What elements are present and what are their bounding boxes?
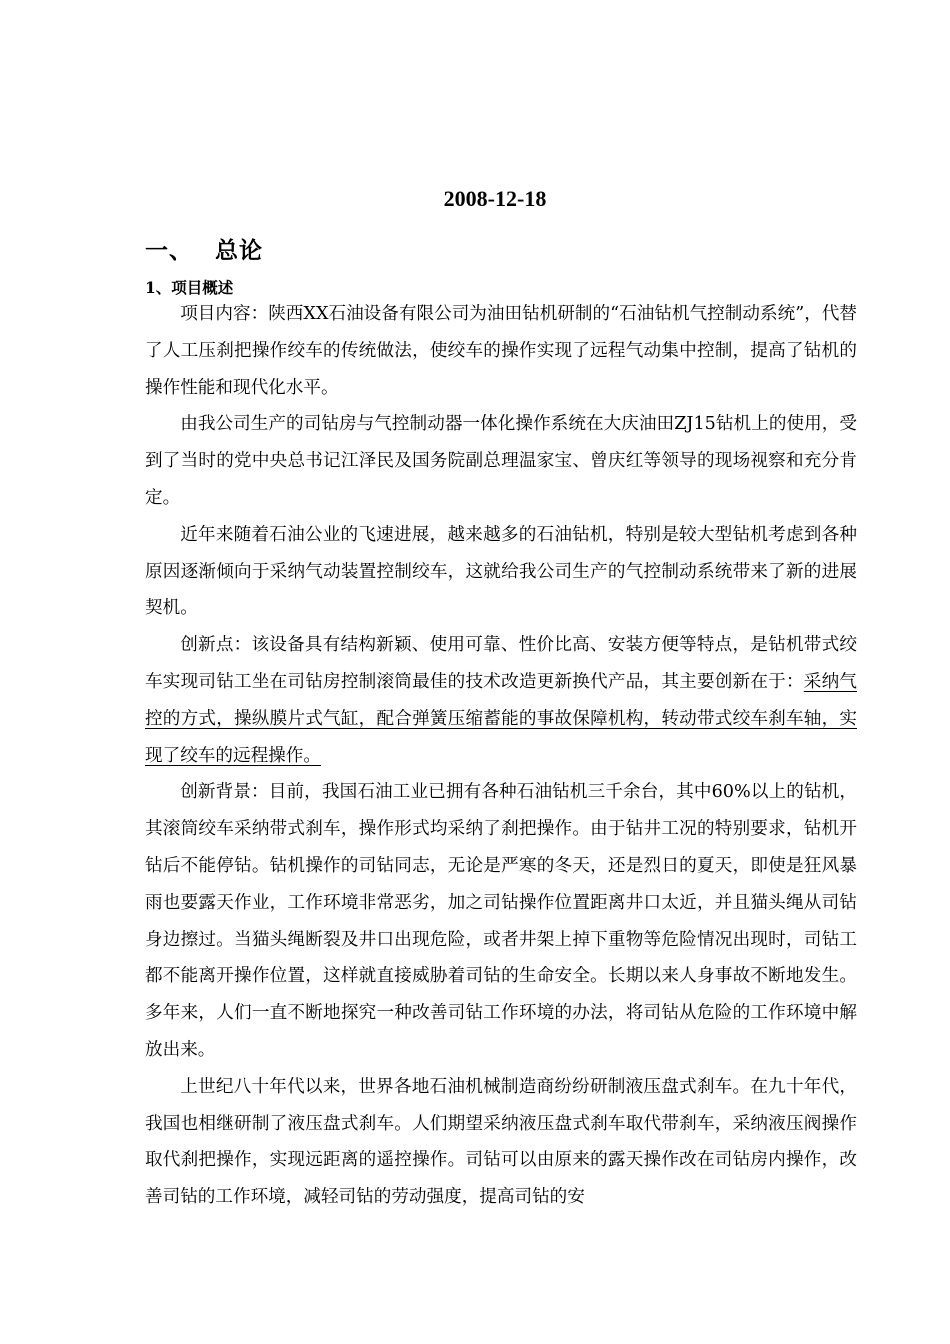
section-number: 一、 — [145, 237, 193, 264]
paragraph-background: 创新背景：目前，我国石油工业已拥有各种石油钻机三千余台，其中60%以上的钻机，其滚筒绞车采纳带式刹车，操作形式均采纳了刹把操作。由于钻井工况的特别要求，钻机开钻后不能停钻。钻机操作的司钻同志，无论是严寒的冬天，还是烈日的夏天，即使是狂风暴雨也要露天作业，工作环境非常恶劣，加之司钻操作位置距离井口太近，并且猫头绳从司钻身边擦过。当猫头绳断裂及井口出现危险，或者井架上掉下重物等危险情况出现时，司钻工都不能离开操作位置，这样就直接威胁着司钻的生命安全。长期以来人身事故不断地发生。多年来，人们一直不断地探究一种改善司钻工作环境的办法，将司钻从危险的工作环境中解放出来。 — [145, 782, 857, 1060]
section-heading — [145, 232, 263, 265]
section-title: 总论 — [215, 237, 263, 264]
paragraph-usage: 由我公司生产的司钻房与气控制动器一体化操作系统在大庆油田ZJ15钻机上的使用，受到了当时的党中央总书记江泽民及国务院副总理温家宝、曾庆红等领导的现场视察和充分肯定。 — [145, 414, 857, 508]
innovation-underlined: 采纳气控的方式，操纵膜片式气缸，配合弹簧压缩蓄能的事故保障机构，转动带式绞车刹车轴，实现了绞车的远程操作。 — [145, 671, 857, 766]
paragraph-project-content: 项目内容：陕西XX石油设备有限公司为油田钻机研制的“石油钻机气控制动系统”，代替了人工压刹把操作绞车的传统做法，使绞车的操作实现了远程气动集中控制，提高了钻机的操作性能和现代化水平。 — [145, 304, 857, 398]
innovation-intro: 创新点：该设备具有结构新颖、使用可靠、性价比高、安装方便等特点，是钻机带式绞车实现司钻工坐在司钻房控制滚筒最佳的技术改造更新换代产品，其主要创新在于： — [145, 635, 857, 692]
body-text — [145, 296, 857, 1216]
paragraph-innovation — [145, 627, 857, 774]
paragraph-history: 上世纪八十年代以来，世界各地石油机械制造商纷纷研制液压盘式刹车。在九十年代，我国也相继研制了液压盘式刹车。人们期望采纳液压盘式刹车取代带刹车，采纳液压阀操作取代刹把操作，实现远距离的遥控操作。司钻可以由原来的露天操作改在司钻房内操作，改善司钻的工作环境，减轻司钻的劳动强度，提高司钻的安 — [145, 1076, 857, 1208]
subsection-heading: 1、项目概述 — [145, 278, 234, 297]
document-date: 2008-12-18 — [443, 186, 547, 211]
paragraph-development: 近年来随着石油公业的飞速进展，越来越多的石油钻机，特别是较大型钻机考虑到各种原因逐渐倾向于采纳气动装置控制绞车，这就给我公司生产的气控制动系统带来了新的进展契机。 — [145, 524, 857, 619]
